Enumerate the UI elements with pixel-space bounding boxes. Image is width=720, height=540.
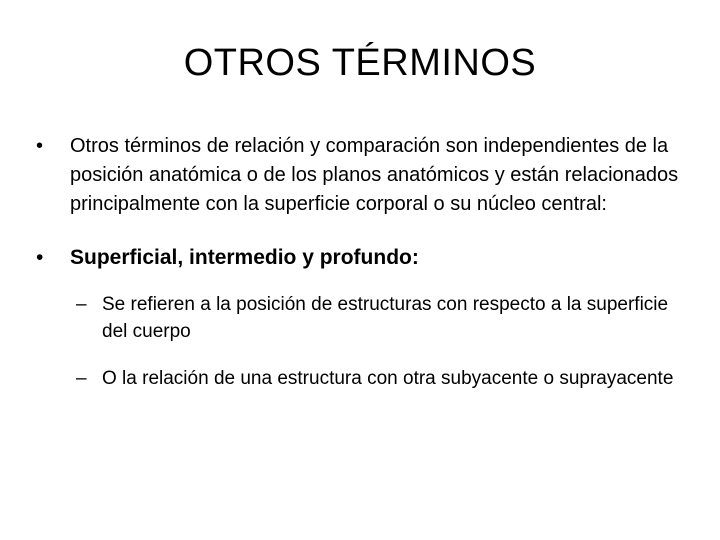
sub-bullet-text: O la relación de una estructura con otra subyacente o suprayacente xyxy=(102,368,674,389)
bullet-marker: • xyxy=(36,135,44,157)
sub-bullet-marker: – xyxy=(76,294,87,315)
sub-bullet-text: Se refieren a la posición de estructuras con respecto a la superficie del cuerpo xyxy=(102,294,669,342)
sub-bullet-item xyxy=(76,291,686,345)
sub-bullet-item xyxy=(76,365,686,392)
slide-content xyxy=(36,132,686,412)
bullet-text: Otros términos de relación y comparación son independientes de la posición anatómica o de los planos anatómicos y están relacionados principalmente con la superficie corporal o su núcleo central: xyxy=(70,135,679,215)
slide-title: OTROS TÉRMINOS xyxy=(183,42,537,84)
sub-bullet-list xyxy=(76,291,686,392)
sub-bullet-marker: – xyxy=(76,368,87,389)
bullet-heading: Superficial, intermedio y profundo: xyxy=(70,246,419,269)
bullet-item xyxy=(36,132,686,219)
bullet-item xyxy=(36,243,686,273)
bullet-marker: • xyxy=(36,246,44,269)
